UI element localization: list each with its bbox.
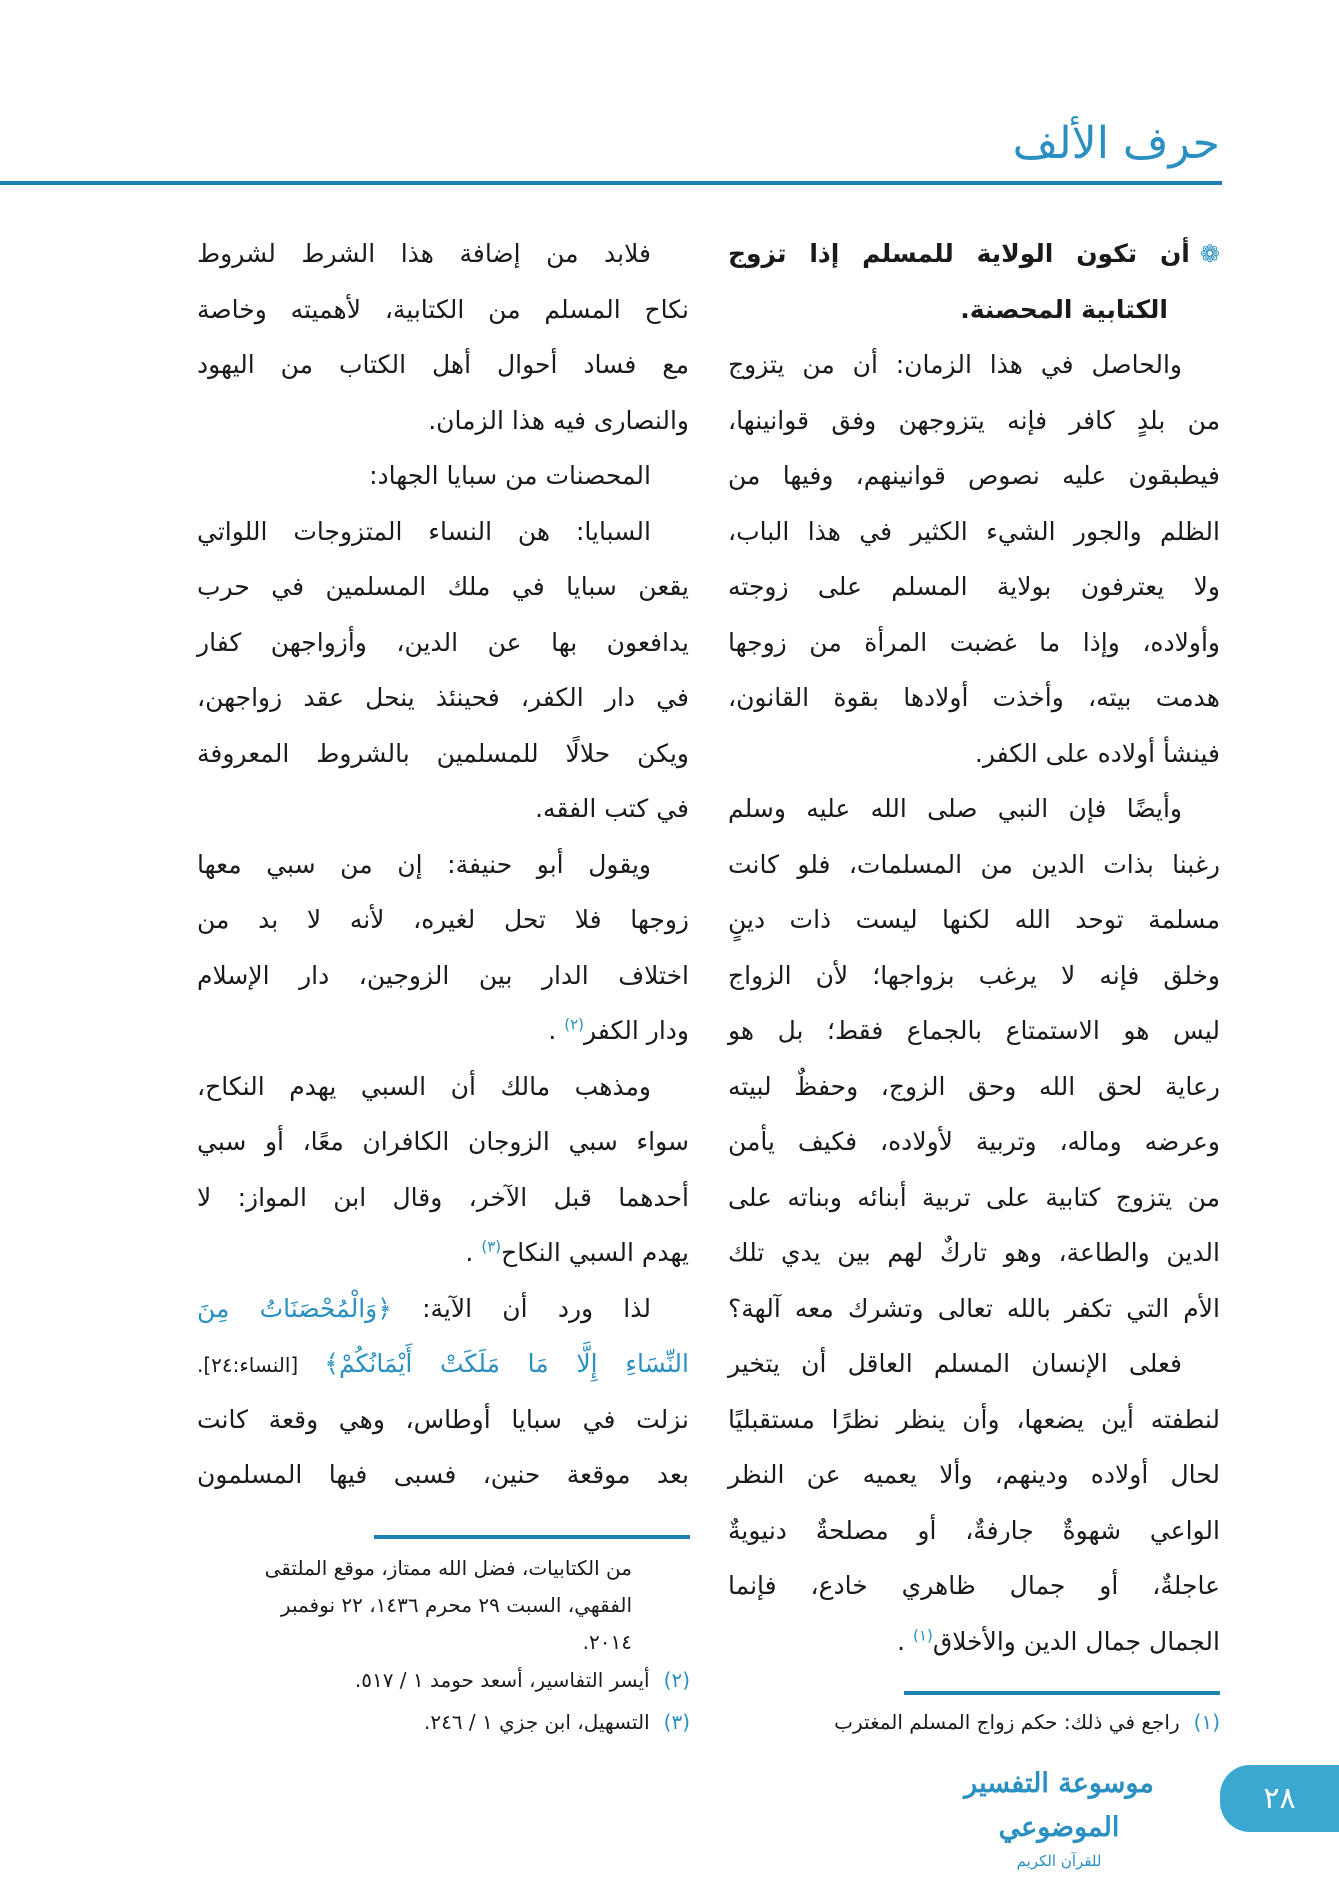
text-line: [197, 1392, 689, 1448]
text-line: [197, 1281, 689, 1337]
footnote-ref: (٢): [564, 1015, 585, 1034]
text-line: [197, 615, 689, 671]
footnote-ref: (٣): [481, 1237, 502, 1256]
footnote-text: أيسر التفاسير، أسعد حومد ١ / ٥١٧.: [354, 1668, 650, 1692]
text-line: [728, 1558, 1220, 1614]
text-line: [197, 892, 689, 948]
text-segment: والنصارى فيه هذا الزمان.: [428, 405, 689, 435]
text-segment: أن تكون الولاية للمسلم إذا تزوج: [728, 239, 1190, 268]
text-segment: في دار الكفر، فحينئذ ينحل عقد زواجهن،: [197, 683, 689, 712]
text-line: [728, 1170, 1220, 1226]
text-segment: ولا يعترفون بولاية المسلم على زوجته: [728, 572, 1220, 601]
text-line: [197, 337, 689, 393]
text-segment: أحدهما قبل الآخر، وقال ابن المواز: لا: [197, 1182, 689, 1212]
text-segment: في كتب الفقه.: [535, 794, 689, 823]
text-line: [197, 837, 689, 893]
text-segment: المحصنات من سبايا الجهاد:: [369, 461, 651, 490]
text-segment: عاجلةٌ، أو جمال ظاهري خادع، فإنما: [728, 1571, 1220, 1600]
text-line: [728, 1614, 1220, 1670]
text-segment: من يتزوج كتابية على تربية أبنائه وبناته على: [728, 1182, 1220, 1212]
left-column: [197, 226, 689, 1503]
text-line: [197, 726, 689, 782]
text-segment: لنطفته أين يضعها، وأن ينظر نظرًا مستقبليًا: [728, 1404, 1220, 1434]
encyclopedia-logo: [934, 1762, 1184, 1870]
footnote-3: [424, 1704, 690, 1741]
text-segment: لحال أولاده ودينهم، وألا يعميه عن النظر: [728, 1460, 1220, 1489]
text-line: [728, 1336, 1220, 1392]
footnote-divider: [374, 1535, 690, 1539]
text-segment: .: [548, 1016, 565, 1045]
text-segment: الأم التي تكفر بالله تعالى وتشرك معه آلهة؟: [728, 1293, 1220, 1323]
text-line: [197, 448, 689, 504]
flower-bullet-icon: ❁: [1199, 240, 1220, 268]
chapter-title: حرف الألف: [1012, 118, 1220, 169]
text-segment: فلابد من إضافة هذا الشرط لشروط: [197, 239, 651, 268]
quran-verse: ﴿وَالْمُحْصَنَاتُ مِنَ: [197, 1293, 392, 1323]
text-line: [728, 615, 1220, 671]
text-segment: فيطبقون عليه نصوص قوانينهم، وفيها من: [728, 461, 1220, 490]
text-line: [197, 948, 689, 1004]
logo-subtitle: للقرآن الكريم: [1016, 1852, 1102, 1870]
text-segment: لذا ورد أن الآية:: [391, 1293, 651, 1323]
footnote-divider: [904, 1691, 1220, 1695]
text-line: [197, 1447, 689, 1503]
text-line: [728, 393, 1220, 449]
text-segment: مسلمة توحد الله لكنها ليست ذات دينٍ: [728, 905, 1220, 934]
text-segment: سواء سبي الزوجان الكافران معًا، أو سبي: [197, 1127, 689, 1156]
text-segment: يهدم السبي النكاح: [501, 1238, 689, 1267]
text-line: [197, 1225, 689, 1281]
text-line: [728, 1114, 1220, 1170]
text-line: [728, 948, 1220, 1004]
text-line: [197, 504, 689, 560]
text-segment: ومذهب مالك أن السبي يهدم النكاح،: [197, 1071, 651, 1101]
text-segment: والحاصل في هذا الزمان: أن من يتزوج: [728, 350, 1182, 379]
text-line: [197, 559, 689, 615]
text-line: [197, 393, 689, 449]
text-segment: وعرضه وماله، وتربية لأولاده، فكيف يأمن: [728, 1127, 1220, 1156]
footnote-number: (٣): [663, 1710, 690, 1734]
text-line: [728, 781, 1220, 837]
text-segment: رعاية لحق الله وحق الزوج، وحفظٌ لبيته: [728, 1071, 1220, 1101]
verse-reference: [النساء:٢٤].: [197, 1353, 325, 1377]
text-segment: نزلت في سبايا أوطاس، وهي وقعة كانت: [197, 1404, 689, 1434]
text-line: [197, 670, 689, 726]
text-line: [728, 892, 1220, 948]
text-segment: يدافعون بها عن الدين، وأزواجهن كفار: [197, 627, 689, 657]
text-segment: وأيضًا فإن النبي صلى الله عليه وسلم: [728, 794, 1182, 823]
text-segment: الجمال جمال الدين والأخلاق: [932, 1626, 1220, 1656]
text-segment: من بلدٍ كافر فإنه يتزوجهن وفق قوانينها،: [728, 405, 1220, 435]
text-segment: وخلق فإنه لا يرغب بزواجها؛ لأن الزواج: [728, 960, 1220, 990]
text-line: [197, 1336, 689, 1392]
text-segment: فعلى الإنسان المسلم العاقل أن يتخير: [728, 1349, 1182, 1378]
text-line: [197, 1170, 689, 1226]
text-segment: يقعن سبايا في ملك المسلمين في حرب: [197, 572, 689, 601]
text-segment: ودار الكفر: [584, 1016, 689, 1045]
footnote-1: [834, 1704, 1220, 1741]
text-line: [728, 837, 1220, 893]
text-segment: السبايا: هن النساء المتزوجات اللواتي: [197, 516, 651, 546]
text-segment: الظلم والجور الشيء الكثير في هذا الباب،: [728, 516, 1220, 546]
footnote-ref: (١): [913, 1626, 933, 1645]
text-segment: الدين والطاعة، وهو تاركٌ لهم بين يدي تلك: [728, 1238, 1220, 1267]
text-segment: بعد موقعة حنين، فسبى فيها المسلمون: [197, 1460, 689, 1489]
text-segment: ويقول أبو حنيفة: إن من سبي معها: [197, 849, 651, 879]
text-line: [197, 282, 689, 338]
text-line: [728, 1281, 1220, 1337]
text-line: [728, 448, 1220, 504]
text-segment: وأولاده، وإذا ما غضبت المرأة من زوجها: [728, 627, 1220, 657]
footnote-line: الفقهي، السبت ٢٩ محرم ١٤٣٦، ٢٢ نوفمبر: [280, 1593, 632, 1617]
section-heading-line: [728, 226, 1220, 282]
text-line: [728, 1447, 1220, 1503]
text-segment: فينشأ أولاده على الكفر.: [974, 738, 1220, 768]
footnote-line: ٢٠١٤.: [582, 1630, 632, 1654]
text-line: [728, 559, 1220, 615]
footnote-line: من الكتابيات، فضل الله ممتاز، موقع الملتقى: [264, 1556, 632, 1580]
text-line: [197, 1114, 689, 1170]
text-line: [728, 726, 1220, 782]
text-line: [728, 1392, 1220, 1448]
header-rule: [0, 181, 1222, 185]
footnote-number: (١): [1193, 1710, 1220, 1734]
right-column: [728, 226, 1220, 1669]
text-line: [728, 1225, 1220, 1281]
text-line: [728, 1059, 1220, 1115]
text-segment: .: [897, 1626, 914, 1656]
text-segment: ويكن حلالًا للمسلمين بالشروط المعروفة: [197, 738, 689, 768]
text-segment: رغبنا بذات الدين من المسلمات، فلو كانت: [728, 849, 1220, 879]
text-line: [728, 1003, 1220, 1059]
text-line: [197, 1003, 689, 1059]
text-line: [728, 504, 1220, 560]
text-segment: اختلاف الدار بين الزوجين، دار الإسلام: [197, 960, 689, 990]
text-line: [197, 781, 689, 837]
footnote-1-continuation: [265, 1550, 632, 1661]
text-line: [197, 226, 689, 282]
text-line: [728, 337, 1220, 393]
footnote-text: التسهيل، ابن جزي ١ / ٢٤٦.: [423, 1710, 650, 1734]
section-heading-line: [728, 282, 1220, 338]
footnote-2: [355, 1662, 690, 1699]
logo-title: موسوعة التفسير الموضوعي: [964, 1768, 1154, 1843]
text-segment: مع فساد أحوال أهل الكتاب من اليهود: [197, 350, 689, 379]
text-line: [728, 670, 1220, 726]
page-number-badge: ٢٨: [1220, 1765, 1339, 1832]
text-line: [197, 1059, 689, 1115]
quran-verse: النِّسَاءِ إِلَّا مَا مَلَكَتْ أَيْمَانُكُمْ﴾: [324, 1349, 689, 1378]
text-segment: .: [465, 1238, 482, 1267]
text-line: [728, 1503, 1220, 1559]
footnote-text: راجع في ذلك: حكم زواج المسلم المغترب: [834, 1710, 1180, 1734]
text-segment: هدمت بيته، وأخذت أولادها بقوة القانون،: [728, 683, 1220, 712]
text-segment: الواعي شهوةٌ جارفةٌ، أو مصلحةٌ دنيويةٌ: [728, 1515, 1220, 1545]
text-segment: ليس هو الاستمتاع بالجماع فقط؛ بل هو: [728, 1016, 1220, 1045]
text-segment: زوجها فلا تحل لغيره، لأنه لا بد من: [197, 905, 689, 934]
text-segment: الكتابية المحصنة.: [960, 294, 1168, 324]
text-segment: نكاح المسلم من الكتابية، لأهميته وخاصة: [197, 294, 689, 324]
footnote-number: (٢): [663, 1668, 690, 1692]
